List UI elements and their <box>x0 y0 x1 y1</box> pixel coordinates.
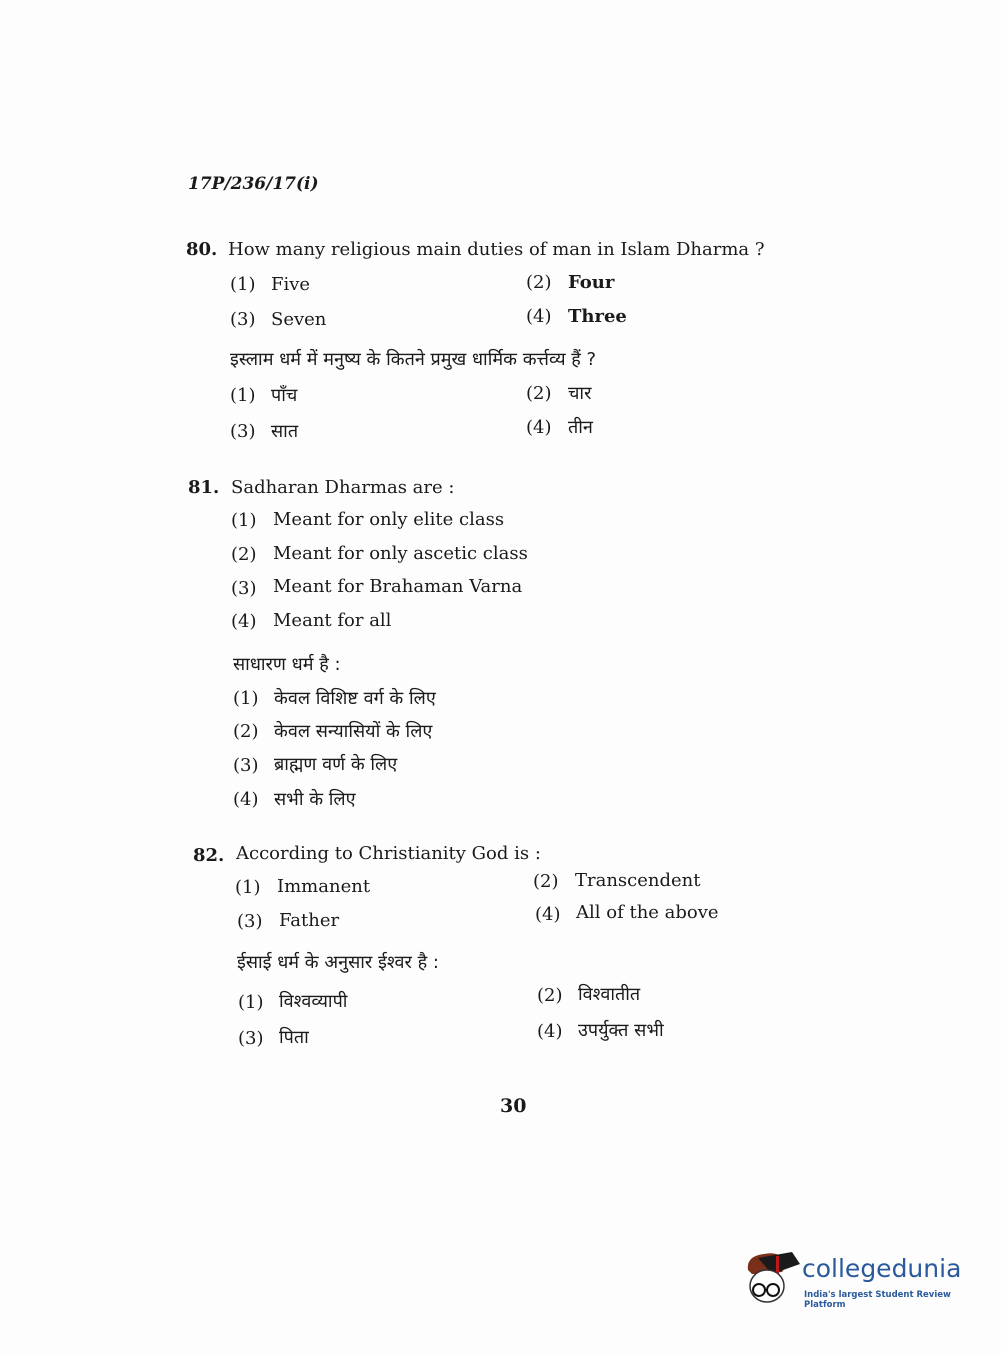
question-text-en: Sadharan Dharmas are : <box>231 477 455 498</box>
option-number: (2) <box>231 544 257 565</box>
brand-tagline: India's largest Student Review Platform <box>804 1290 951 1310</box>
option-text: Immanent <box>277 876 371 897</box>
question-text-en: According to Christianity God is : <box>236 843 541 864</box>
option-text: Meant for only ascetic class <box>273 543 528 564</box>
option-number: (2) <box>526 383 552 404</box>
question-text-hi: इस्लाम धर्म में मनुष्य के कितने प्रमुख धार्मिक कर्त्तव्य हैं ? <box>230 349 597 370</box>
option-text: Seven <box>271 309 327 330</box>
option-number: (3) <box>230 421 256 442</box>
option-text: पिता <box>279 1027 309 1048</box>
option-number: (4) <box>231 611 257 632</box>
option-number: (4) <box>537 1021 563 1042</box>
option-number: (2) <box>537 985 563 1006</box>
option-number: (3) <box>233 755 259 776</box>
option-text: विश्वातीत <box>578 984 641 1005</box>
option-text: ब्राह्मण वर्ण के लिए <box>274 754 398 775</box>
option-text: Four <box>568 272 615 293</box>
option-text: सभी के लिए <box>274 789 356 810</box>
option-number: (3) <box>238 1028 264 1049</box>
collegedunia-watermark <box>742 1248 972 1318</box>
option-number: (3) <box>230 309 256 330</box>
question-text-hi: साधारण धर्म है : <box>233 654 341 675</box>
option-number: (3) <box>231 578 257 599</box>
option-text: केवल विशिष्ट वर्ग के लिए <box>274 688 436 709</box>
option-text: Meant for only elite class <box>273 509 505 530</box>
option-text: उपर्युक्त सभी <box>578 1020 664 1041</box>
option-text: केवल सन्यासियों के लिए <box>274 721 433 742</box>
mascot-icon <box>742 1248 802 1318</box>
question-number: 81. <box>188 477 220 498</box>
option-number: (4) <box>526 417 552 438</box>
option-number: (1) <box>233 688 259 709</box>
option-number: (4) <box>526 306 552 327</box>
option-number: (1) <box>230 274 256 295</box>
question-number: 82. <box>193 845 225 866</box>
option-text: Father <box>279 910 340 931</box>
option-number: (4) <box>233 789 259 810</box>
page-number: 30 <box>500 1095 527 1117</box>
option-text: चार <box>568 383 592 404</box>
paper-code: 17P/236/17(i) <box>188 174 319 194</box>
question-text-en: How many religious main duties of man in Islam Dharma ? <box>228 239 765 260</box>
option-number: (1) <box>235 877 261 898</box>
option-number: (2) <box>533 871 559 892</box>
option-text: विश्वव्यापी <box>279 991 348 1012</box>
option-text: पाँच <box>271 385 298 406</box>
option-text: Transcendent <box>575 870 701 891</box>
option-number: (2) <box>526 272 552 293</box>
option-number: (1) <box>231 510 257 531</box>
option-text: Meant for Brahaman Varna <box>273 576 523 597</box>
option-number: (4) <box>535 904 561 925</box>
option-number: (1) <box>230 385 256 406</box>
option-text: Three <box>568 306 627 327</box>
option-text: तीन <box>568 417 593 438</box>
option-number: (3) <box>237 911 263 932</box>
option-text: Meant for all <box>273 610 392 631</box>
option-number: (1) <box>238 992 264 1013</box>
option-number: (2) <box>233 721 259 742</box>
brand-name: collegedunia <box>802 1254 962 1283</box>
option-text: Five <box>271 274 311 295</box>
option-text: All of the above <box>576 902 719 923</box>
question-text-hi: ईसाई धर्म के अनुसार ईश्वर है : <box>237 952 439 973</box>
option-text: सात <box>271 421 299 442</box>
question-number: 80. <box>186 239 218 260</box>
